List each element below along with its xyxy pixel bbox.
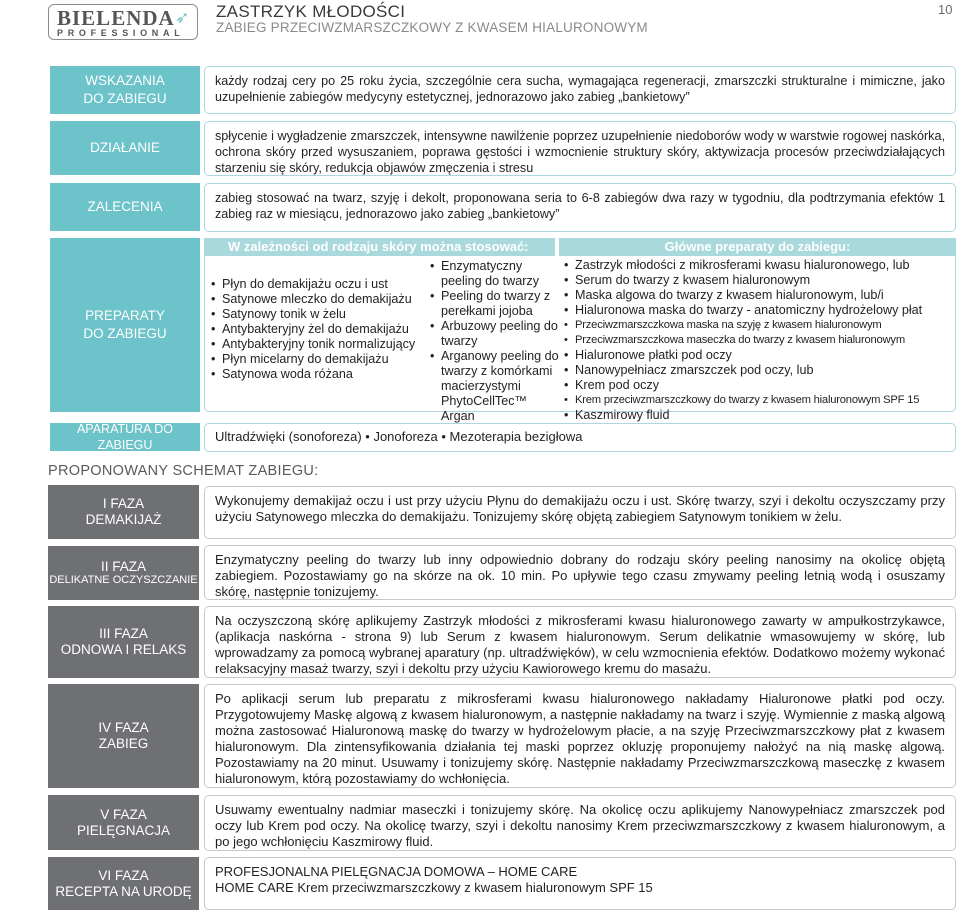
preparaty-header-optional: W zależności od rodzaju skóry można stosować: xyxy=(204,238,555,256)
phase-content-6 xyxy=(204,857,956,910)
logo-sub-text: PROFESSIONAL xyxy=(57,28,185,38)
content-aparatura: Ultradźwięki (sonoforeza) • Jonoforeza • Mezoterapia bezigłowa xyxy=(204,423,956,452)
phase-number: III FAZA xyxy=(99,626,148,642)
home-care-heading: PROFESJONALNA PIELĘGNACJA DOMOWA – HOME CARE xyxy=(215,864,578,879)
phase-content-2: Enzymatyczny peeling do twarzy lub inny odpowiednio dobrany do rodzaju skóry peeling nanosimy na okolicę objętą zabiegiem. Pozostawiamy go na skórze na ok. 10 min. Po upływie tego czasu zmywamy peeling letnią wodą i osuszamy skórę, następnie tonizujemy. xyxy=(204,545,956,600)
list-item: • Peeling do twarzy z perełkami jojoba xyxy=(429,289,561,319)
list-item: • Enzymatyczny peeling do twarzy xyxy=(429,259,561,289)
logo-main-text: BIELENDA xyxy=(57,6,175,30)
phase-label-6 xyxy=(48,857,199,910)
home-care-product: HOME CARE Krem przeciwzmarszczkowy z kwasem hialuronowym SPF 15 xyxy=(215,880,653,895)
label-wskazania-line1: WSKAZANIA xyxy=(85,73,165,89)
list-item: • Kaszmirowy fluid xyxy=(563,408,958,423)
list-item: • Maska algowa do twarzy z kwasem hialuronowym, lub/i xyxy=(563,288,958,303)
list-item: • Hialuronowe płatki pod oczy xyxy=(563,348,958,363)
phase-name: DEMAKIJAŻ xyxy=(85,512,162,527)
list-item: • Arbuzowy peeling do twarzy xyxy=(429,319,561,349)
phase-name: PIELĘGNACJA xyxy=(76,822,171,838)
list-item: • Serum do twarzy z kwasem hialuronowym xyxy=(563,273,958,288)
list-item: • Hialuronowa maska do twarzy - anatomiczny hydrożelowy płat xyxy=(563,303,958,318)
list-item: • Antybakteryjny tonik normalizujący xyxy=(210,337,428,352)
list-item: • Antybakteryjny żel do demakijażu xyxy=(210,322,428,337)
phase-name: ZABIEG xyxy=(98,736,149,751)
content-wskazania: każdy rodzaj cery po 25 roku życia, szczególnie cera sucha, wymagająca regeneracji, zmarszczki strukturalne i mimiczne, jako uzupełnienie zabiegów medycyny estetycznej, jednorazowo jako zabieg „bankietowy” xyxy=(204,66,956,114)
list-item: • Nanowypełniacz zmarszczek pod oczy, lub xyxy=(563,363,958,378)
list-item: • Zastrzyk młodości z mikrosferami kwasu hialuronowego, lub xyxy=(563,258,958,273)
brand-logo xyxy=(48,4,198,40)
schemat-title: PROPONOWANY SCHEMAT ZABIEGU: xyxy=(48,463,319,479)
phase-label-4 xyxy=(48,684,199,788)
phase-number: VI FAZA xyxy=(98,867,149,883)
phase-label-1 xyxy=(48,485,199,539)
label-wskazania xyxy=(50,66,200,114)
preparaty-list-main xyxy=(563,258,958,423)
list-item: • Przeciwzmarszczkowa maska na szyję z kwasem hialuronowym xyxy=(563,318,958,333)
phase-name: ODNOWA I RELAKS xyxy=(60,642,187,657)
label-preparaty-line1: PREPARATY xyxy=(85,308,165,324)
label-preparaty xyxy=(50,238,200,412)
list-item: • Przeciwzmarszczkowa maseczka do twarzy z kwasem hialuronowym xyxy=(563,333,958,348)
phase-name: RECEPTA NA URODĘ xyxy=(55,883,192,899)
preparaty-list-peelings xyxy=(429,259,561,424)
phase-content-3: Na oczyszczoną skórę aplikujemy Zastrzyk młodości z mikrosferami kwasu hialuronowego zawarty w ampułkostrzykawce, (aplikacja naskórna - strona 9) lub Serum z kwasem hialuronowym. Serum delikatnie wmasowujemy w skórę, lub wprowadzamy za pomocą wybranej aparatury (np. ultradźwięków), w celu wzmocnienia efektów. Dodatkowo możemy wykonać relaksacyjny masaż twarzy, szyi i dekoltu przy użyciu Kawiorowego kremu do masażu. xyxy=(204,606,956,678)
list-item: • Satynowa woda różana xyxy=(210,367,428,382)
list-item: • Satynowe mleczko do demakijażu xyxy=(210,292,428,307)
page-title: ZASTRZYK MŁODOŚCI xyxy=(216,2,406,21)
phase-label-5 xyxy=(48,795,199,850)
list-item: • Satynowy tonik w żelu xyxy=(210,307,428,322)
label-wskazania-line2: DO ZABIEGU xyxy=(83,91,167,106)
page-subtitle: ZABIEG PRZECIWZMARSZCZKOWY Z KWASEM HIALURONOWYM xyxy=(216,20,648,35)
phase-label-3 xyxy=(48,606,199,678)
label-preparaty-line2: DO ZABIEGU xyxy=(83,326,167,341)
content-dzialanie: spłycenie i wygładzenie zmarszczek, intensywne nawilżenie poprzez uzupełnienie niedoborów wody w warstwie rogowej naskórka, ochrona skóry przed wysuszaniem, poprawa gęstości i wzmocnienie struktury skóry, aktywizacja procesów przeciwdziałających starzeniu się skóry, redukcja objawów zmęczenia i stresu xyxy=(204,121,956,176)
leaf-icon: ➶ xyxy=(175,8,190,27)
list-item: • Arganowy peeling do twarzy z komórkami macierzystymi PhytoCellTec™ Argan xyxy=(429,349,561,424)
phase-number: V FAZA xyxy=(100,806,147,822)
phase-label-2 xyxy=(48,546,199,600)
label-dzialanie: DZIAŁANIE xyxy=(50,121,200,175)
phase-content-1: Wykonujemy demakijaż oczu i ust przy użyciu Płynu do demakijażu oczu i ust. Skórę twarzy, szyi i dekoltu oczyszczamy przy użyciu Satynowego mleczka do demakijażu. Tonizujemy skórę objętą zabiegiem Satynowym tonikiem w żelu. xyxy=(204,486,956,539)
phase-number: I FAZA xyxy=(102,496,145,512)
preparaty-header-main: Główne preparaty do zabiegu: xyxy=(559,238,956,256)
list-item: • Krem przeciwzmarszczkowy do twarzy z kwasem hialuronowym SPF 15 xyxy=(563,393,958,408)
label-aparatura: APARATURA DO ZABIEGU xyxy=(50,423,200,451)
phase-content-4: Po aplikacji serum lub preparatu z mikrosferami kwasu hialuronowego nakładamy Hialuronowe płatki pod oczy. Przygotowujemy Maskę algową z kwasem hialuronowym, a następnie nakładamy na twarz i szyję. Wymiennie z maską algową można zastosować Hialuronową maskę do twarzy w hydrożelowym płacie, a na szyję Przeciwzmarszczkowy płat z kwasem hialuronowym. Dla zintensyfikowania działania tej maski poprzez okluzję proponujemy nałożyć na nią maskę algową. Pozostawiamy na 20 minut. Usuwamy i tonizujemy skórę. Następnie nakładamy Przeciwzmarszczkową maseczkę z kwasem hialuronowym, którą pozostawiamy do wchłonięcia. xyxy=(204,684,956,788)
list-item: • Krem pod oczy xyxy=(563,378,958,393)
list-item: • Płyn do demakijażu oczu i ust xyxy=(210,277,428,292)
content-zalecenia: zabieg stosować na twarz, szyję i dekolt, proponowana seria to 6-8 zabiegów dwa razy w tygodniu, dla podtrzymania efektów 1 zabieg raz w miesiącu, jednorazowo jako zabieg „bankietowy” xyxy=(204,183,956,232)
page-header xyxy=(0,0,960,48)
label-zalecenia: ZALECENIA xyxy=(50,183,200,231)
phase-number: IV FAZA xyxy=(98,720,149,736)
phase-number: II FAZA xyxy=(100,558,146,574)
preparaty-list-cleansing xyxy=(210,277,428,382)
list-item: • Płyn micelarny do demakijażu xyxy=(210,352,428,367)
phase-content-5: Usuwamy ewentualny nadmiar maseczki i tonizujemy skórę. Na okolicę oczu aplikujemy Nanowypełniacz zmarszczek pod oczy lub Krem pod oczy. Na okolicę twarzy, szyi i dekoltu nanosimy Krem przeciwzmarszczkowy z kwasem hialuronowym, a po jego wchłonięciu Kaszmirowy fluid. xyxy=(204,795,956,851)
page-number: 10 xyxy=(938,2,953,17)
phase-name: DELIKATNE OCZYSZCZANIE xyxy=(49,574,198,587)
